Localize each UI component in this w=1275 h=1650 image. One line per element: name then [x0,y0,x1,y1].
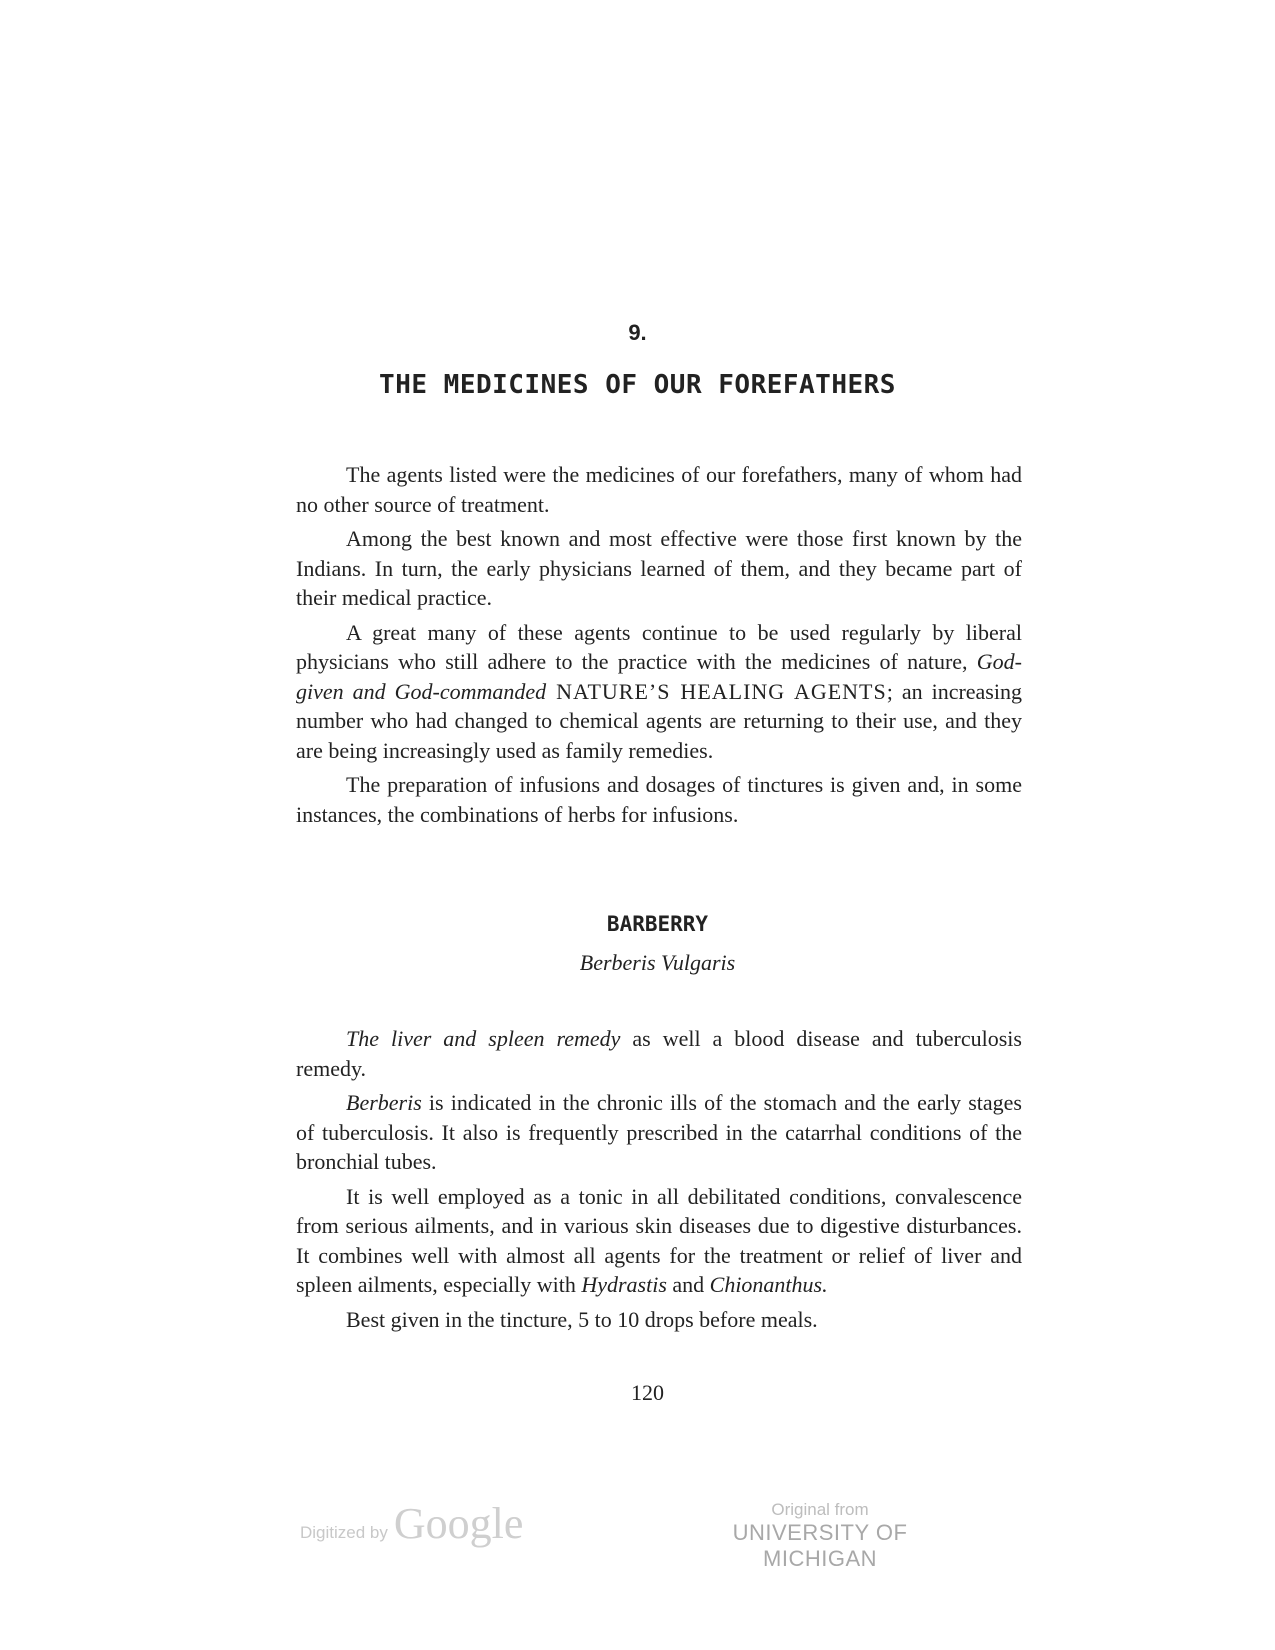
intro-paragraph-2: Among the best known and most effective were those first known by the Indians. In turn, the early physicians learned of them, and they became part of their medical practice. [296,526,1022,610]
google-logo: Google [393,1499,524,1548]
original-from-watermark [680,1500,960,1572]
intro-paragraph-4: The preparation of infusions and dosages of tinctures is given and, in some instances, the combinations of herbs for infusions. [296,772,1022,827]
digitized-by-watermark [300,1498,523,1549]
page-number: 120 [631,1380,664,1405]
chapter-number: 9. [628,320,647,345]
barberry-text [296,1024,1022,1339]
intro-paragraph-3: A great many of these agents continue to be used regularly by liberal physicians who still adhere to the practice with the medicines of nature, God-given and God-commanded NATURE’S HEALING AGENTS; an increasing number who had changed to chemical agents are returning to their use, and they are being increasingly used as family remedies. [296,619,1022,763]
section-subtitle: Berberis Vulgaris [579,950,736,975]
chapter-title: THE MEDICINES OF OUR FOREFATHERS [379,370,896,400]
barberry-paragraph-2: Berberis is indicated in the chronic ills of the stomach and the early stages of tuberculosis. It also is frequently prescribed in the catarrhal conditions of the bronchial tubes. [296,1090,1022,1174]
original-from-label: Original from [771,1500,869,1519]
intro-paragraph-1: The agents listed were the medicines of our forefathers, many of whom had no other source of treatment. [296,462,1022,517]
barberry-paragraph-3: It is well employed as a tonic in all debilitated conditions, convalescence from serious ailments, and in various skin diseases due to digestive disturbances. It combines well with almost all agents for the treatment or relief of liver and spleen ailments, especially with Hydrastis and Chionanthus. [296,1183,1022,1297]
barberry-paragraph-1: The liver and spleen remedy as well a blood disease and tuberculosis remedy. [296,1026,1022,1081]
section-title: BARBERRY [606,912,709,936]
institution-label: UNIVERSITY OF MICHIGAN [732,1520,908,1571]
barberry-paragraph-4: Best given in the tincture, 5 to 10 drops before meals. [346,1306,818,1332]
intro-text [296,460,1022,834]
digitized-by-label: Digitized by [300,1523,388,1542]
